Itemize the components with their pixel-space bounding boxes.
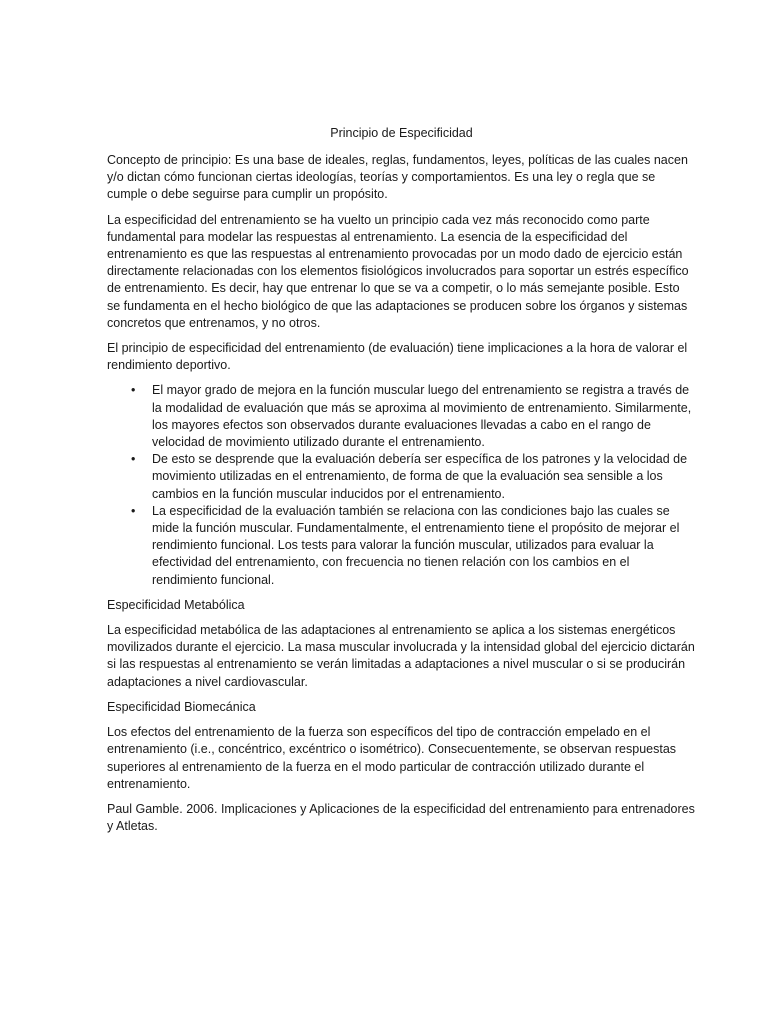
document-title: Principio de Especificidad — [330, 126, 473, 140]
list-item-text: De esto se desprende que la evaluación debería ser específica de los patrones y la velocidad de movimiento utilizadas en el entrenamiento, de forma de que la evaluación sea sensible a los cambios en la función muscular inducidos por el entrenamiento. — [152, 452, 688, 501]
paragraph-concept: Concepto de principio: Es una base de ideales, reglas, fundamentos, leyes, políticas de las cuales nacen y/o dictan cómo funcionan ciertas ideologías, teorías y comportamientos. Es una ley o regla que se cumple o debe seguirse para cumplir un propósito. — [107, 153, 688, 202]
reference-citation: Paul Gamble. 2006. Implicaciones y Aplicaciones de la especificidad del entrenamiento para entrenadores y Atletas. — [107, 801, 695, 834]
section-heading-metabolic: Especificidad Metabólica — [107, 597, 245, 612]
paragraph-specificity: La especificidad del entrenamiento se ha vuelto un principio cada vez más reconocido como parte fundamental para modelar las respuestas al entrenamiento. La esencia de la especificidad del entrenamiento es que las respuestas al entrenamiento provocadas por un modo dado de ejercicio están directamente relacionadas con los elementos fisiológicos involucrados para soportar un estrés específico de entrenamiento. Es decir, hay que entrenar lo que se va a competir, o lo más semejante posible. Esto se fundamenta en el hecho biológico de que las adaptaciones se producen sobre los órganos y sistemas concretos que entrenamos, y no otros. — [107, 212, 689, 330]
section-heading-biomechanical: Especificidad Biomecánica — [107, 699, 256, 714]
list-item — [107, 451, 696, 503]
list-item-text: La especificidad de la evaluación también se relaciona con las condiciones bajo las cuales se mide la función muscular. Fundamentalmente, el entrenamiento tiene el propósito de mejorar el rendimiento funcional. Los tests para valorar la función muscular, utilizados para evaluar la efectividad del entrenamiento, con frecuencia no tienen relación con los cambios en el rendimiento funcional. — [152, 503, 680, 587]
list-item — [107, 503, 696, 589]
bullet-icon: • — [131, 503, 136, 518]
paragraph-metabolic: La especificidad metabólica de las adaptaciones al entrenamiento se aplica a los sistemas energéticos movilizados durante el ejercicio. La masa muscular involucrada y la intensidad global del ejercicio dictarán si las respuestas al entrenamiento se verán limitadas a adaptaciones a nivel muscular o si se producirán adaptaciones a nivel cardiovascular. — [107, 623, 695, 689]
paragraph-biomechanical: Los efectos del entrenamiento de la fuerza son específicos del tipo de contracción empelado en el entrenamiento (i.e., concéntrico, excéntrico o isométrico). Consecuentemente, se observan respuestas superiores al entrenamiento de la fuerza en el modo particular de contracción utilizado durante el entrenamiento. — [107, 725, 677, 791]
paragraph-evaluation: El principio de especificidad del entrenamiento (de evaluación) tiene implicaciones a la hora de valorar el rendimiento deportivo. — [107, 341, 688, 373]
list-item-text: El mayor grado de mejora en la función muscular luego del entrenamiento se registra a través de la modalidad de evaluación que más se aproxima al movimiento de entrenamiento. Similarmente, los mayores efectos son observados durante evaluaciones llevadas a cabo en el rango de velocidad de movimiento utilizado durante el entrenamiento. — [152, 383, 692, 450]
bullet-icon: • — [131, 383, 136, 398]
list-item — [107, 382, 696, 451]
bullet-list — [107, 382, 696, 588]
bullet-icon: • — [131, 452, 136, 467]
